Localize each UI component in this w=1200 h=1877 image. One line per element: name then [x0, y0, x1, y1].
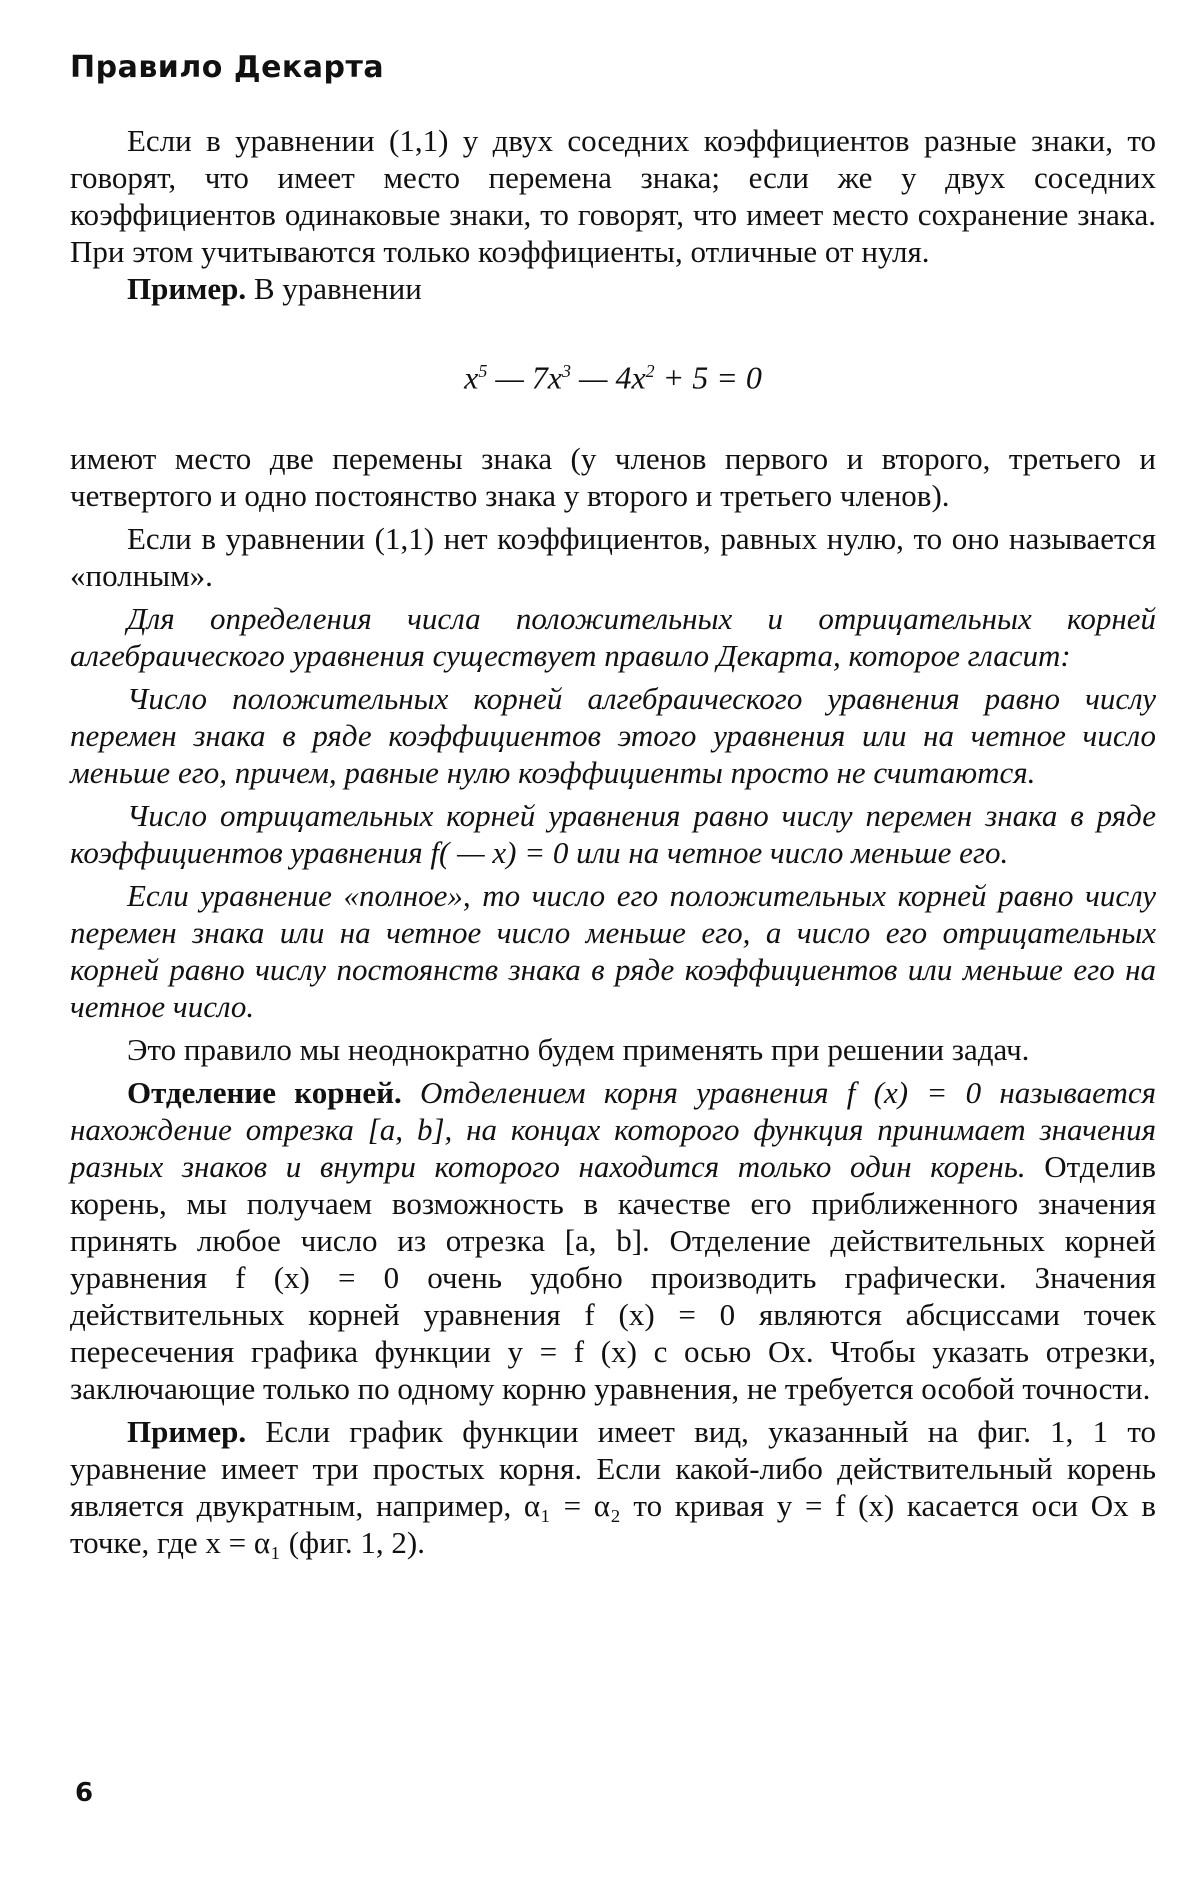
formula-exponent-2: 3 [562, 361, 571, 381]
paragraph-positive-roots: Число положительных корней алгебраического уравнения равно числу перемен знака в ряде коэффициентов этого уравнения или на четное число меньше его, причем, равные нулю коэффициенты просто не считаются. [70, 680, 1156, 790]
paragraph-root-separation [70, 1074, 1156, 1407]
graph-example-label: Пример. [127, 1413, 247, 1449]
paragraph-rule-application: Это правило мы неоднократно будем применять при решении задач. [127, 1031, 1030, 1067]
paragraph-complete-equation-rule: Если уравнение «полное», то число его положительных корней равно числу перемен знака или на четное число меньше его, а число его отрицательных корней равно числу постоянств знака в ряде коэффициентов или меньше его на четное число. [70, 877, 1156, 1024]
equation [70, 351, 1156, 398]
paragraph-complete-equation: Если в уравнении (1,1) нет коэффициентов, равных нулю, то оно называется «полным». [70, 520, 1156, 593]
page-number: 6 [75, 1778, 94, 1808]
formula-term-1: x [464, 359, 479, 396]
paragraph-example-intro [70, 270, 1156, 307]
section-heading: Правило Декарта [70, 50, 385, 85]
paragraph-descartes-rule-intro: Для определения числа положительных и отрицательных корней алгебраического уравнения существует правило Декарта, которое гласит: [70, 600, 1156, 673]
root-separation-label: Отделение корней. [127, 1074, 402, 1110]
example-label: Пример. [127, 271, 247, 306]
example-intro-text: В уравнении [246, 271, 422, 306]
graph-example-text: Если график функции имеет вид, указанный на фиг. 1, 1 то уравнение имеет три простых корня. Если какой-либо действительный корень является двукратным, например, α₁ = α₂ то кривая y = f (x) касается оси Ox в точке, где x = α₁ (фиг. 1, 2). [70, 1413, 1156, 1560]
paragraph-sign-changes-result: имеют место две перемены знака (у членов первого и второго, третьего и четвертого и одно постоянство знака у второго и третьего членов). [70, 440, 1156, 513]
page-content [70, 50, 1156, 1561]
formula-term-2: — 7x [487, 359, 562, 396]
formula-exponent-3: 2 [645, 361, 655, 381]
root-separation-text: Отделив корень, мы получаем возможность в качестве его приближенного значения принять любое число из отрезка [a, b]. Отделение действительных корней уравнения f (x) = 0 очень удобно производить графически. Значения действительных корней уравнения f (x) = 0 являются абсциссами точек пересечения графика функции y = f (x) с осью Ox. Чтобы указать отрезки, заключающие только по одному корню уравнения, не требуется особой точности. [70, 1148, 1157, 1406]
paragraph-negative-roots: Число отрицательных корней уравнения равно числу перемен знака в ряде коэффициентов уравнения f( — x) = 0 или на четное число меньше его. [70, 797, 1156, 870]
formula-term-3: — 4x [571, 359, 646, 396]
root-separation-definition: Отделением корня уравнения f (x) = 0 называется нахождение отрезка [a, b], на концах которого функция принимает значения разных знаков и внутри которого находится только один корень. [70, 1074, 1157, 1184]
paragraph-sign-change: Если в уравнении (1,1) у двух соседних коэффициентов разные знаки, то говорят, что имеет место перемена знака; если же у двух соседних коэффициентов одинаковые знаки, то говорят, что имеет место сохранение знака. При этом учитываются только коэффициенты, отличные от нуля. [70, 123, 1156, 269]
formula-term-4: + 5 = 0 [654, 359, 762, 396]
formula-exponent-1: 5 [478, 361, 488, 381]
paragraph-graph-example [70, 1413, 1156, 1561]
